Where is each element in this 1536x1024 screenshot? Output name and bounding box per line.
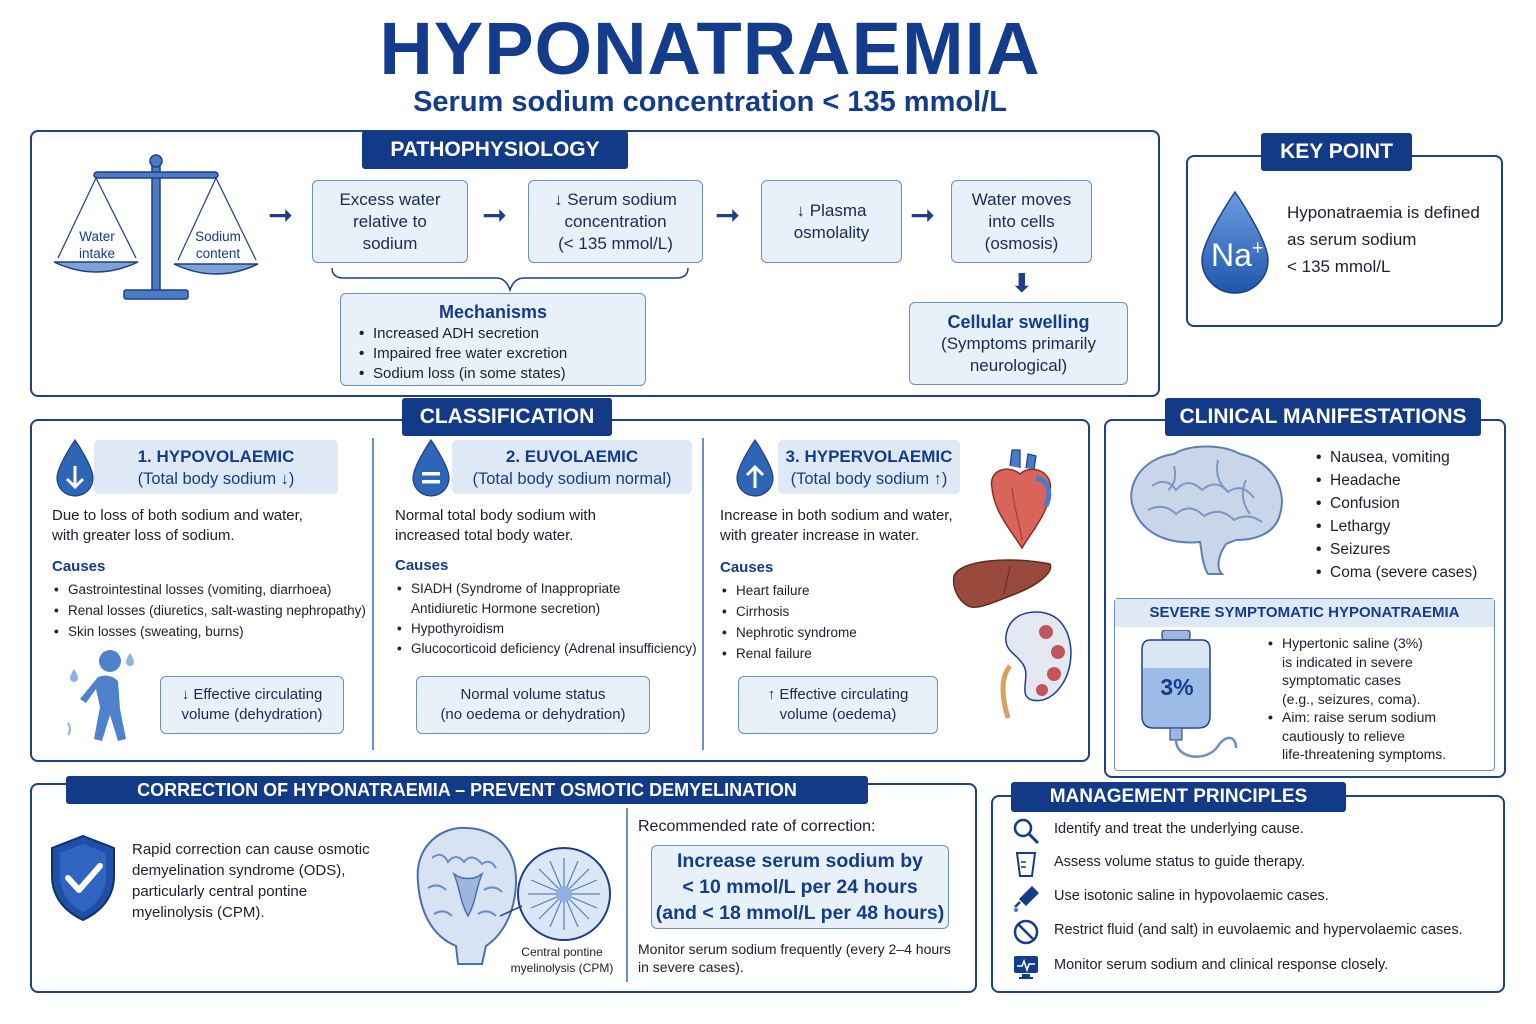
shield-check-icon [48, 834, 118, 922]
arrow-right-icon: ➞ [482, 199, 508, 232]
severe-points: • Hypertonic saline (3%) is indicated in severe symptomatic cases (e.g., seizures, coma). • Aim: raise serum sodium cautiously to relieve life-threatening symptoms. [1266, 634, 1446, 764]
drop-down-arrow-icon [54, 438, 96, 498]
cellular-swelling-box: Cellular swelling (Symptoms primarily neurological) [909, 302, 1128, 385]
correction-tab: CORRECTION OF HYPONATRAEMIA – PREVENT OSMOTIC DEMYELINATION [66, 776, 868, 804]
liver-icon [950, 556, 1056, 612]
page-subtitle: Serum sodium concentration < 135 mmol/L [413, 86, 1007, 118]
scale-label-water-intake: Water intake [78, 229, 116, 261]
dehydrated-person-icon [58, 645, 148, 745]
step-serum-sodium: ↓ Serum sodium concentration (< 135 mmol/L) [528, 180, 703, 263]
beaker-icon [1012, 850, 1042, 878]
causes-label: Causes [720, 559, 774, 576]
rate-box: Increase serum sodium by < 10 mmol/L per 24 hours (and < 18 mmol/L per 48 hours) [651, 845, 949, 929]
mechanisms-title: Mechanisms [438, 302, 548, 322]
euvolaemic-desc: Normal total body sodium with increased total body water. [395, 507, 596, 544]
management-item: Monitor serum sodium and clinical response closely. [1012, 953, 1492, 981]
euvolaemic-causes: • SIADH (Syndrome of Inappropriate Antidiuretic Hormone secretion) • Hypothyroidism • Glucocorticoid deficiency (Adrenal insufficiency) [395, 579, 697, 659]
management-item: Use isotonic saline in hypovolaemic cases. [1012, 884, 1492, 912]
key-point-text: Hyponatraemia is defined as serum sodium < 135 mmol/L [1287, 203, 1480, 276]
drop-up-arrow-icon [734, 438, 776, 498]
management-item: Identify and treat the underlying cause. [1012, 817, 1492, 845]
arrow-right-icon: ➞ [268, 199, 294, 232]
hypervolaemic-header: 3. HYPERVOLAEMIC (Total body sodium ↑) [778, 440, 960, 494]
causes-label: Causes [395, 557, 449, 574]
hypovolaemic-status: ↓ Effective circulating volume (dehydration) [160, 676, 344, 734]
hypervolaemic-status: ↑ Effective circulating volume (oedema) [738, 676, 938, 734]
brace-connector [330, 266, 690, 296]
hypovolaemic-header: 1. HYPOVOLAEMIC (Total body sodium ↓) [94, 440, 338, 494]
rate-label: Recommended rate of correction: [638, 818, 876, 835]
column-divider [702, 438, 704, 750]
brain-icon [1118, 440, 1290, 578]
saline-bag-label: 3% [1160, 674, 1194, 700]
hypovolaemic-desc: Due to loss of both sodium and water, with greater loss of sodium. [52, 507, 303, 544]
classification-tab: CLASSIFICATION [402, 398, 612, 436]
arrow-down-icon: ⬇ [1011, 268, 1033, 298]
key-point-tab: KEY POINT [1261, 133, 1412, 171]
scale-label-sodium-content: Sodium content [195, 229, 241, 261]
causes-label: Causes [52, 558, 106, 575]
management-item: Assess volume status to guide therapy. [1012, 850, 1492, 878]
arrow-right-icon: ➞ [910, 199, 936, 232]
arrow-right-icon: ➞ [715, 199, 741, 232]
euvolaemic-header: 2. EUVOLAEMIC (Total body sodium normal) [452, 440, 692, 494]
hypervolaemic-desc: Increase in both sodium and water, with greater increase in water. [720, 507, 953, 544]
hypervolaemic-causes: • Heart failure • Cirrhosis • Nephrotic syndrome • Renal failure [720, 580, 857, 664]
severe-title: SEVERE SYMPTOMATIC HYPONATRAEMIA [1115, 599, 1494, 627]
mechanism-item: • Sodium loss (in some states) [373, 364, 661, 384]
step-excess-water: Excess water relative to sodium [312, 180, 468, 263]
sodium-badge: Na+ [1211, 237, 1264, 273]
mechanism-item: • Impaired free water excretion [373, 344, 661, 364]
ods-warning: Rapid correction can cause osmotic demyelination syndrome (ODS), particularly central pontine myelinolysis (CPM). [132, 841, 370, 921]
step-plasma-osmolality: ↓ Plasma osmolality [761, 180, 902, 263]
management-tab: MANAGEMENT PRINCIPLES [1011, 782, 1346, 812]
pathophysiology-tab: PATHOPHYSIOLOGY [362, 131, 628, 169]
cpm-caption: Central pontine myelinolysis (CPM) [510, 945, 614, 975]
monitor-icon [1012, 953, 1042, 981]
euvolaemic-status: Normal volume status (no oedema or dehydration) [416, 676, 650, 734]
kidney-icon [996, 608, 1076, 720]
correction-divider [626, 808, 628, 982]
step-water-moves: Water moves into cells (osmosis) [951, 180, 1092, 263]
page-title: HYPONATRAEMIA [379, 7, 1041, 90]
drop-equal-icon [410, 438, 452, 498]
prohibited-icon [1012, 918, 1042, 946]
hypovolaemic-causes: • Gastrointestinal losses (vomiting, diarrhoea) • Renal losses (diuretics, salt-wasting nephropathy) • Skin losses (sweating, burns) [52, 579, 366, 642]
symptom-list: • Nausea, vomiting • Headache • Confusion • Lethargy • Seizures • Coma (severe cases) [1314, 446, 1477, 584]
magnifier-icon [1012, 817, 1042, 845]
management-item: Restrict fluid (and salt) in euvolaemic and hypervolaemic cases. [1012, 918, 1492, 946]
mechanism-item: • Increased ADH secretion [373, 324, 661, 344]
monitor-note: Monitor serum sodium frequently (every 2–4 hours in severe cases). [638, 941, 951, 975]
column-divider [372, 438, 374, 750]
dropper-icon [1012, 884, 1042, 912]
mechanisms-box [340, 293, 646, 386]
clinical-tab: CLINICAL MANIFESTATIONS [1165, 398, 1481, 436]
heart-icon [982, 448, 1060, 552]
